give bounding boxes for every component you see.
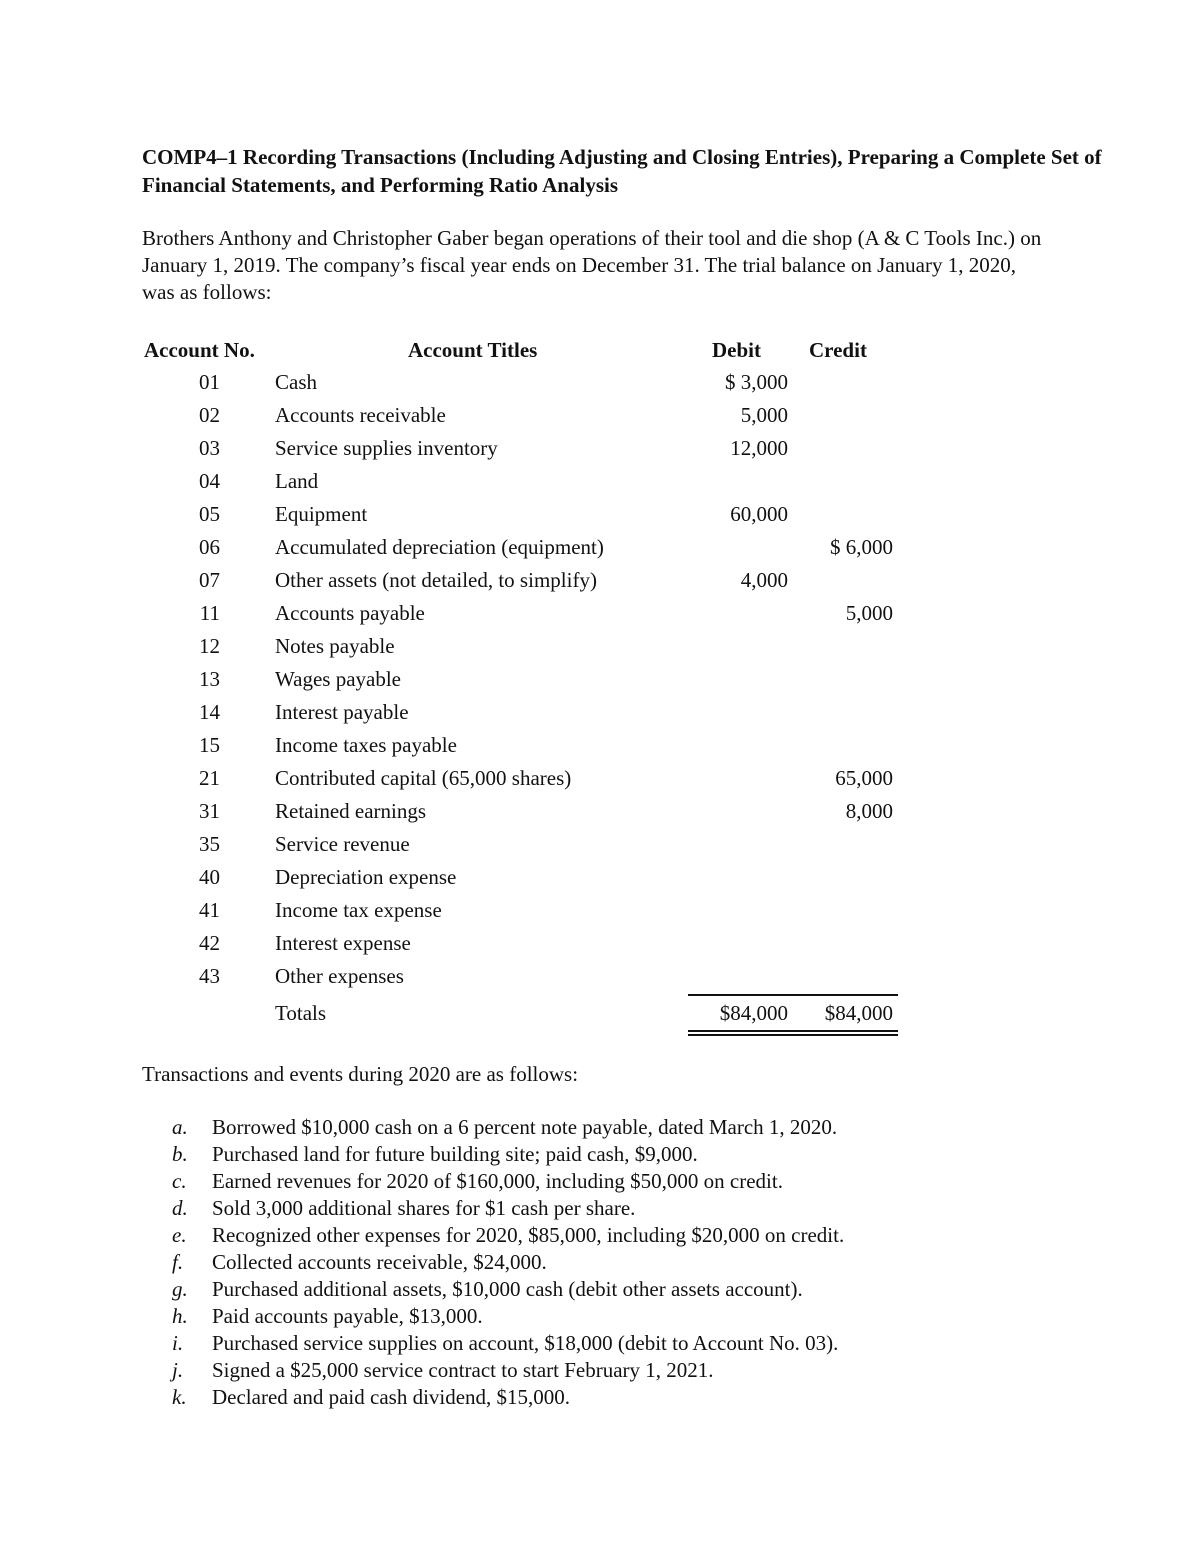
item-letter: e.: [172, 1223, 187, 1247]
item-letter: a.: [172, 1115, 188, 1139]
account-title: Accumulated depreciation (equipment): [275, 535, 604, 559]
list-item: [142, 1330, 1102, 1357]
account-title: Accounts payable: [275, 601, 425, 625]
totals-double-rule: [688, 1034, 898, 1036]
list-item: [142, 1249, 1102, 1276]
account-title: Accounts receivable: [275, 403, 446, 427]
account-title: Other assets (not detailed, to simplify): [275, 568, 597, 592]
account-title: Interest expense: [275, 931, 411, 955]
account-no: 35: [199, 832, 220, 856]
item-letter: h.: [172, 1304, 188, 1328]
item-text: Purchased service supplies on account, $18,000 (debit to Account No. 03).: [212, 1331, 839, 1355]
account-title: Retained earnings: [275, 799, 427, 823]
list-item: [142, 1357, 1102, 1384]
account-no: 43: [199, 964, 220, 988]
account-no: 21: [199, 766, 220, 790]
table-row: [142, 894, 912, 927]
debit-amount: 60,000: [730, 502, 788, 526]
table-row: [142, 597, 912, 630]
account-title: Income tax expense: [275, 898, 442, 922]
table-row: [142, 399, 912, 432]
account-no: 42: [199, 931, 220, 955]
account-title: Service revenue: [275, 832, 410, 856]
list-item: [142, 1384, 1102, 1411]
list-item: [142, 1114, 1102, 1141]
account-no: 02: [199, 403, 220, 427]
table-row: [142, 663, 912, 696]
account-no: 13: [199, 667, 220, 691]
table-row: [142, 828, 912, 861]
item-text: Recognized other expenses for 2020, $85,000, including $20,000 on credit.: [212, 1223, 845, 1247]
credit-amount: 8,000: [845, 799, 893, 823]
totals-label: Totals: [275, 1001, 327, 1025]
account-title: Equipment: [275, 502, 368, 526]
list-item: [142, 1303, 1102, 1330]
item-text: Borrowed $10,000 cash on a 6 percent note payable, dated March 1, 2020.: [212, 1115, 838, 1139]
account-no: 40: [199, 865, 220, 889]
account-title: Depreciation expense: [275, 865, 457, 889]
item-text: Paid accounts payable, $13,000.: [212, 1304, 483, 1328]
table-row: [142, 498, 912, 531]
debit-amount: 12,000: [730, 436, 788, 460]
table-row: [142, 861, 912, 894]
totals-row: [142, 994, 912, 1030]
table-row: [142, 927, 912, 960]
account-no: 06: [199, 535, 220, 559]
table-row: [142, 795, 912, 828]
item-text: Earned revenues for 2020 of $160,000, including $50,000 on credit.: [212, 1169, 783, 1193]
account-title: Cash: [275, 370, 317, 394]
table-row: [142, 366, 912, 399]
item-letter: j.: [172, 1358, 184, 1382]
totals-debit: $84,000: [719, 1001, 788, 1025]
item-letter: g.: [172, 1277, 188, 1301]
account-title: Service supplies inventory: [275, 436, 498, 460]
totals-top-rule: [688, 994, 898, 996]
account-title: Land: [275, 469, 319, 493]
table-row: [142, 531, 912, 564]
item-letter: i.: [172, 1331, 184, 1355]
header-credit: Credit: [809, 338, 867, 362]
account-title: Contributed capital (65,000 shares): [275, 766, 572, 790]
account-no: 04: [199, 469, 220, 493]
header-account-no: Account No.: [144, 338, 255, 362]
table-row: [142, 696, 912, 729]
item-letter: c.: [172, 1169, 187, 1193]
item-letter: k.: [172, 1385, 187, 1409]
header-account-titles: Account Titles: [408, 338, 538, 362]
item-text: Signed a $25,000 service contract to start February 1, 2021.: [212, 1358, 714, 1382]
account-no: 05: [199, 502, 220, 526]
header-debit: Debit: [712, 338, 761, 362]
list-item: [142, 1276, 1102, 1303]
item-text: Declared and paid cash dividend, $15,000.: [212, 1385, 571, 1409]
credit-amount: 5,000: [845, 601, 893, 625]
account-title: Notes payable: [275, 634, 395, 658]
table-row: [142, 729, 912, 762]
item-letter: b.: [172, 1142, 188, 1166]
list-item: [142, 1222, 1102, 1249]
account-no: 01: [199, 370, 220, 394]
account-no: 31: [199, 799, 220, 823]
account-title: Other expenses: [275, 964, 404, 988]
debit-amount: 5,000: [740, 403, 788, 427]
table-row: [142, 564, 912, 597]
item-letter: d.: [172, 1196, 188, 1220]
account-no: 15: [199, 733, 220, 757]
totals-double-rule: [688, 1030, 898, 1032]
table-row: [142, 432, 912, 465]
account-no: 41: [199, 898, 220, 922]
totals-credit: $84,000: [824, 1001, 893, 1025]
account-no: 14: [199, 700, 220, 724]
account-no: 07: [199, 568, 220, 592]
item-letter: f.: [172, 1250, 184, 1274]
account-no: 11: [199, 601, 220, 625]
trial-balance-header: [142, 334, 912, 366]
account-title: Wages payable: [275, 667, 401, 691]
account-no: 03: [199, 436, 220, 460]
list-item: [142, 1195, 1102, 1222]
transactions-intro: Transactions and events during 2020 are as follows:: [142, 1062, 579, 1086]
item-text: Purchased additional assets, $10,000 cash (debit other assets account).: [212, 1277, 803, 1301]
debit-amount: 4,000: [740, 568, 788, 592]
item-text: Collected accounts receivable, $24,000.: [212, 1250, 547, 1274]
debit-amount: $ 3,000: [725, 370, 788, 394]
account-title: Interest payable: [275, 700, 409, 724]
trial-balance-table: [142, 334, 912, 1030]
account-title: Income taxes payable: [275, 733, 457, 757]
list-item: [142, 1141, 1102, 1168]
intro-paragraph: Brothers Anthony and Christopher Gaber began operations of their tool and die shop (A & C Tools Inc.) on January 1, 2019. The company’s fiscal year ends on December 31. The trial balance on January 1, 2020, was as follows:: [142, 226, 1042, 304]
table-row: [142, 465, 912, 498]
account-no: 12: [199, 634, 220, 658]
table-row: [142, 762, 912, 795]
item-text: Sold 3,000 additional shares for $1 cash per share.: [212, 1196, 636, 1220]
table-row: [142, 960, 912, 993]
transactions-list: [142, 1114, 1102, 1411]
item-text: Purchased land for future building site; paid cash, $9,000.: [212, 1142, 698, 1166]
credit-amount: $ 6,000: [830, 535, 893, 559]
credit-amount: 65,000: [835, 766, 893, 790]
problem-title: COMP4–1 Recording Transactions (Including Adjusting and Closing Entries), Preparing a Complete Set of Financial Statements, and Performing Ratio Analysis: [142, 145, 1102, 197]
table-row: [142, 630, 912, 663]
list-item: [142, 1168, 1102, 1195]
